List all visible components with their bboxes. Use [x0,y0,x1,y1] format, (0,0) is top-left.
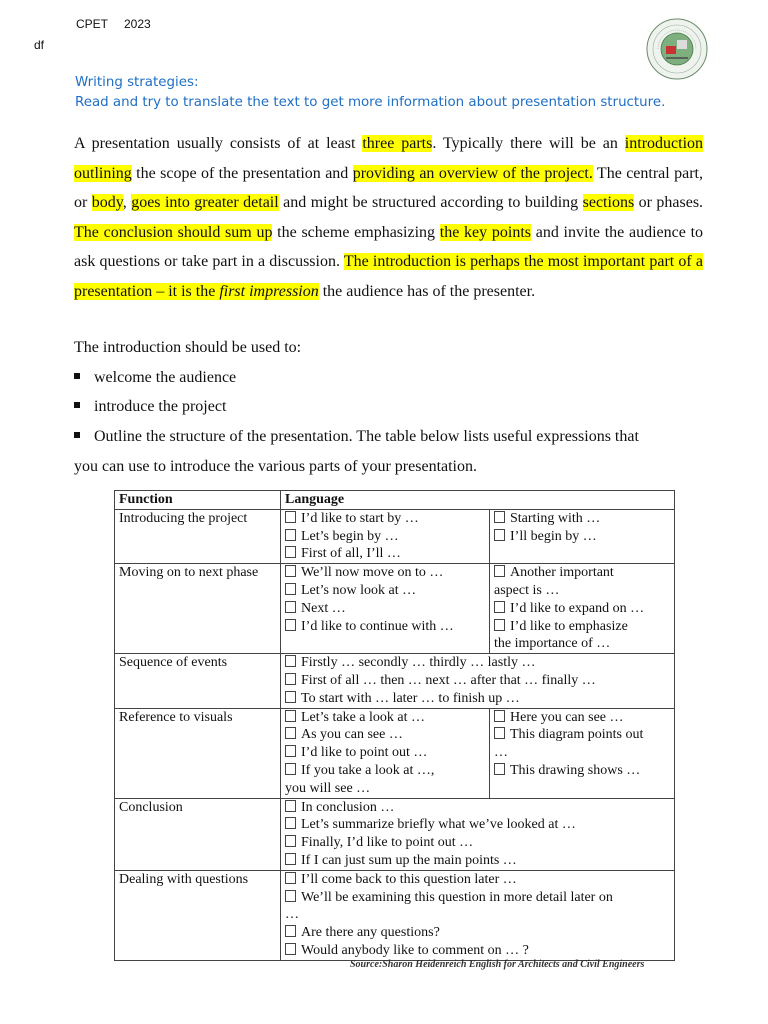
language-option: aspect is … [494,582,560,598]
language-option: Would anybody like to comment on … ? [285,942,670,960]
language-option: If you take a look at …, [285,762,485,780]
checkbox-icon [285,943,296,955]
header-year: 2023 [124,17,151,31]
list-item-continuation: you can use to introduce the various parts of your presentation. [74,458,477,475]
language-option: the importance of … [494,636,611,652]
checkbox-icon [494,763,505,775]
language-option: I’d like to expand on … [494,600,670,618]
table-header: Language [281,491,675,510]
checkbox-icon [285,727,296,739]
checkbox-icon [285,890,296,902]
language-option: Let’s begin by … [285,528,485,546]
source-citation: Source:Sharon Heidenreich English for Architects and Civil Engineers [350,959,645,970]
checkbox-icon [285,511,296,523]
checkbox-icon [285,835,296,847]
language-option: Let’s take a look at … [285,709,485,727]
checkbox-icon [285,583,296,595]
language-option: Firstly … secondly … thirdly … lastly … [285,654,670,672]
table-row: Moving on to next phase We’ll now move on to … Let’s now look at … Next … I’d like to continue with … Another important aspect is … I’d like to expand on … I’d like to emphasize the importance of … [115,564,675,654]
language-option: This drawing shows … [494,762,670,780]
strategy-title: Writing strategies: [75,75,199,90]
checkbox-icon [285,817,296,829]
checkbox-icon [285,619,296,631]
language-option: In conclusion … [285,799,670,817]
institution-seal-logo [646,18,708,80]
table-row: Sequence of events Firstly … secondly … thirdly … lastly … First of all … then … next … after that … finally … To start with … later … to finish up … [115,654,675,708]
language-option: Another important [494,564,670,582]
list-item: Outline the structure of the presentation. The table below lists useful expressions that [74,428,639,446]
checkbox-icon [494,601,505,613]
checkbox-icon [494,565,505,577]
language-option: Let’s summarize briefly what we’ve looked at … [285,816,670,834]
language-option: We’ll now move on to … [285,564,485,582]
checkbox-icon [494,529,505,541]
expressions-table [114,490,675,961]
intro-line: The introduction should be used to: [74,339,302,356]
table-row: Conclusion In conclusion … Let’s summarize briefly what we’ve looked at … Finally, I’d like to point out … If I can just sum up the main points … [115,798,675,870]
checkbox-icon [285,565,296,577]
checkbox-icon [285,800,296,812]
language-option: We’ll be examining this question in more detail later on [285,889,670,907]
language-option: As you can see … [285,726,485,744]
checkbox-icon [494,619,505,631]
language-option: Are there any questions? [285,924,670,942]
language-option: I’d like to continue with … [285,618,485,636]
checkbox-icon [285,529,296,541]
checkbox-icon [285,853,296,865]
checkbox-icon [285,546,296,558]
language-option: I’ll begin by … [494,528,670,546]
language-option: Here you can see … [494,709,670,727]
strategy-instruction: Read and try to translate the text to get more information about presentation structure. [75,95,666,110]
language-option: First of all … then … next … after that … finally … [285,672,670,690]
table-header: Function [115,491,281,510]
main-paragraph: A presentation usually consists of at least three parts. Typically there will be an introduction outlining the scope of the presentation and providing an overview of the project. The central part, or body, goes into greater detail and might be structured according to building sections or phases. The conclusion should sum up the scheme emphasizing the key points and invite the audience to ask questions or take part in a discussion. The introduction is perhaps the most important part of a presentation – it is the first impression the audience has of the presenter. [74,135,704,300]
table-row: Introducing the project I’d like to start by … Let’s begin by … First of all, I’ll … Starting with … I’ll begin by … [115,509,675,563]
header-note: df [34,38,45,52]
checkbox-icon [494,511,505,523]
language-option: I’d like to point out … [285,744,485,762]
checkbox-icon [285,763,296,775]
language-option: Starting with … [494,510,670,528]
language-option: Next … [285,600,485,618]
checkbox-icon [285,745,296,757]
checkbox-icon [285,655,296,667]
checkbox-icon [285,691,296,703]
language-option: Finally, I’d like to point out … [285,834,670,852]
language-option: … [494,745,508,761]
table-row: Dealing with questions I’ll come back to this question later … We’ll be examining this question in more detail later on … Are there any questions? Would anybody like to comment on … ? [115,870,675,960]
language-option: This diagram points out [494,726,670,744]
table-row: Reference to visuals Let’s take a look at … As you can see … I’d like to point out … If you take a look at …, you will see … Here you can see … This diagram points out … This drawing shows … [115,708,675,798]
language-option: I’ll come back to this question later … [285,871,670,889]
checkbox-icon [285,673,296,685]
language-option: I’d like to emphasize [494,618,670,636]
language-option: First of all, I’ll … [285,545,485,563]
language-option: If I can just sum up the main points … [285,852,670,870]
header-course: CPET [76,17,109,31]
language-option: I’d like to start by … [285,510,485,528]
table-header-row [115,491,675,510]
language-option: you will see … [285,780,371,796]
language-option: To start with … later … to finish up … [285,690,670,708]
language-option: … [285,907,299,923]
checkbox-icon [494,727,505,739]
list-item: welcome the audience [74,369,236,387]
list-item: introduce the project [74,398,226,416]
checkbox-icon [285,601,296,613]
checkbox-icon [285,710,296,722]
checkbox-icon [494,710,505,722]
checkbox-icon [285,872,296,884]
checkbox-icon [285,925,296,937]
language-option: Let’s now look at … [285,582,485,600]
